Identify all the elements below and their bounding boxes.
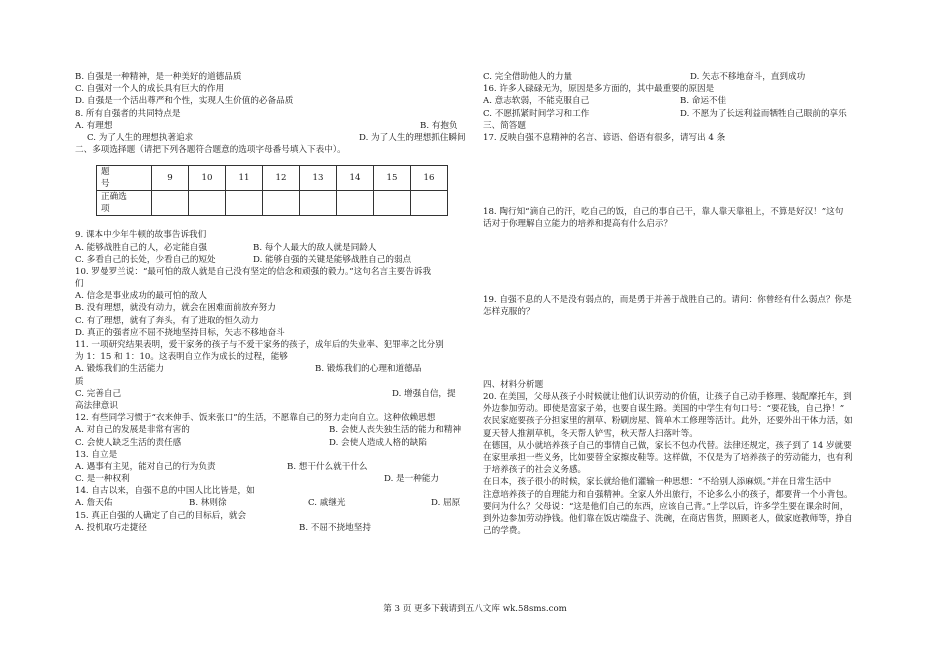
q11-options-row2 (75, 389, 470, 401)
answer-cell-10[interactable] (189, 191, 226, 216)
answer-cell-13[interactable] (300, 191, 337, 216)
answer-table (96, 165, 448, 216)
answer-cell-12[interactable] (263, 191, 300, 216)
q18-stem-line2: 话对于你理解自立能力的培养和提高有什么启示？ (483, 219, 673, 230)
q10-option-c: C. 有了理想，就有了奔头，有了进取的恒久动力 (75, 315, 259, 326)
right-column (483, 72, 880, 538)
answer-table-header-row (97, 166, 448, 191)
q20-line: 在德国，从小就培养孩子自己的事情自己做，家长不包办代替。法律还规定，孩子到了 14 岁就要 (483, 440, 852, 451)
q14-option-d: D. 屈原 (431, 498, 461, 509)
q13-option-d: D. 是一种能力 (384, 474, 440, 485)
q14-option-b: B. 林则徐 (189, 498, 227, 509)
q11-option-b-cont: 质 (75, 376, 84, 387)
q14-stem: 14. 自古以来，自强不息的中国人比比皆是，如 (75, 486, 255, 497)
section-3-heading: 三、简答题 (483, 120, 526, 131)
table-number-9: 9 (152, 166, 189, 191)
q12-options-row1 (75, 425, 470, 437)
answer-cell-9[interactable] (152, 191, 189, 216)
q19-stem-line1: 19. 自强不息的人不是没有弱点的，而是勇于并善于战胜自己的。请问：你曾经有什么弱点？你是 (483, 294, 852, 305)
q13-options-row1 (75, 462, 470, 474)
q9-option-c: C. 多看自己的长处，少看自己的短处 (75, 254, 216, 265)
q17-answer-space[interactable] (483, 145, 880, 207)
answer-table-answer-row (97, 191, 448, 216)
q19-answer-space[interactable] (483, 319, 880, 380)
q20-line: 外边参加劳动。即使是富家子弟，也要自谋生路。美国的中学生有句口号：“要花钱，自己挣！” (483, 404, 845, 415)
section-2-heading: 二、多项选择题（请把下列各题符合题意的选项字母番号填入下表中）。 (75, 145, 346, 156)
q20-material (483, 392, 880, 538)
answer-cell-14[interactable] (337, 191, 374, 216)
q11-option-c: C. 完善自己 (75, 388, 122, 399)
q18-answer-space[interactable] (483, 232, 880, 295)
q16-options-row2 (483, 109, 880, 121)
answer-label-line1: 正确选 (101, 192, 127, 203)
q13-options-row2 (75, 474, 470, 486)
q9-options-row2 (75, 255, 470, 267)
q10-option-a: A. 信念是事业成功的最可怕的敌人 (75, 291, 207, 302)
q16-option-d: D. 不愿为了长远利益而牺牲自己眼前的享乐 (680, 108, 847, 119)
left-column (75, 72, 470, 535)
answer-cell-15[interactable] (374, 191, 411, 216)
q8-option-b: B. 有抱负 (420, 120, 458, 131)
q15-option-b: B. 不屈不挠地坚持 (299, 522, 371, 533)
q9-options-row1 (75, 243, 470, 255)
table-number-12: 12 (263, 166, 300, 191)
q8-option-a: A. 有理想 (75, 120, 113, 131)
q15-options-row2 (483, 72, 880, 84)
q11-stem-line2: 为 1：15 和 1：10。这表明自立作为成长的过程，能够 (75, 352, 288, 363)
section-4-heading: 四、材料分析题 (483, 379, 544, 390)
q13-stem: 13. 自立是 (75, 449, 118, 460)
q15-stem: 15. 真正自强的人确定了自己的目标后，就会 (75, 510, 247, 521)
answer-cell-16[interactable] (411, 191, 448, 216)
q11-option-d: D. 增强自信，提 (392, 388, 456, 399)
table-number-13: 13 (300, 166, 337, 191)
header-label-line2: 号 (101, 179, 110, 190)
q13-option-a: A. 遇事有主见，能对自己的行为负责 (75, 461, 216, 472)
q14-options-row (75, 498, 470, 510)
q17-stem: 17. 反映自强不息精神的名言、谚语、俗语有很多，请写出 4 条 (483, 132, 726, 143)
q18-stem-line1: 18. 陶行知“滴自己的汗，吃自己的饭，自己的事自己干，靠人靠天靠祖上，不算是好汉！”这句 (483, 207, 844, 218)
page-footer: 第 3 页 更多下载请到五八文库 wk.58sms.com (383, 604, 567, 614)
q16-option-a: A. 意志软弱，不能克服自己 (483, 96, 590, 107)
q8-option-c: C. 为了人生的理想执著追求 (87, 132, 194, 143)
q13-option-b: B. 想干什么就干什么 (287, 461, 368, 472)
table-number-10: 10 (189, 166, 226, 191)
q8-stem: 8. 所有自强者的共同特点是 (75, 108, 181, 119)
table-number-15: 15 (374, 166, 411, 191)
q12-stem: 12. 有些同学习惯于“衣来伸手、饭来张口”的生活，不愿靠自己的努力走向自立。这种依赖思想 (75, 413, 436, 424)
q16-stem: 16. 许多人碌碌无为，原因是多方面的，其中最重要的原因是 (483, 84, 715, 95)
q11-stem-line1: 11. 一项研究结果表明，爱干家务的孩子与不爱干家务的孩子，成年后的失业率、犯罪率之比分别 (75, 340, 444, 350)
q20-line: 农民家庭要孩子分担家里的割草、粉刷房屋、简单木工修理等活计。此外，还要外出干体力活，如 (483, 416, 853, 427)
q7-option-d: D. 自强是一个活出尊严和个性，实现人生价值的必备品质 (75, 96, 294, 107)
header-label-line1: 题 (101, 167, 110, 178)
answer-label-line2: 项 (101, 204, 110, 215)
q11-option-b: B. 锻炼我们的心理和道德品 (315, 364, 422, 375)
q16-option-b: B. 命运不佳 (680, 96, 727, 107)
q16-option-c: C. 不愿抓紧时间学习和工作 (483, 108, 590, 119)
q19-stem-line2: 怎样克服的？ (483, 306, 535, 317)
q8-options-row2 (75, 133, 470, 145)
q13-option-c: C. 是一种权利 (75, 474, 130, 485)
q20-line: 夏天替人推割草机，冬天帮人铲雪，秋天帮人扫落叶等。 (483, 428, 698, 439)
q9-stem: 9. 课本中少年牛顿的故事告诉我们 (75, 230, 207, 241)
q12-options-row2 (75, 438, 470, 450)
table-number-16: 16 (411, 166, 448, 191)
q9-option-a: A. 能够战胜自己的人，必定能自强 (75, 242, 207, 253)
q9-option-d: D. 能够自强的关键是能够战胜自己的弱点 (253, 254, 412, 265)
q10-option-d: D. 真正的强者应不屈不挠地坚持目标，矢志不移地奋斗 (75, 327, 285, 338)
q20-line: 要问为什么？父母说：“这是他们自己的东西，应该自己背。”上学以后，许多学生要在课余时间， (483, 501, 849, 512)
q11-options-row1 (75, 364, 470, 376)
q7-option-c: C. 自强对一个人的成长具有巨大的作用 (75, 84, 225, 95)
q20-line: 于培养孩子的社会义务感。 (483, 465, 587, 476)
q12-option-d: D. 会使人造成人格的缺陷 (329, 437, 427, 448)
q12-option-a: A. 对自己的发展是非常有害的 (75, 425, 190, 436)
q12-option-c: C. 会使人缺乏生活的责任感 (75, 437, 182, 448)
q20-line: 在家里承担一些义务，比如要替全家擦皮鞋等。这样做，不仅是为了培养孩子的劳动能力，也有利 (483, 453, 853, 463)
q10-option-b: B. 没有理想，就没有动力，就会在困难面前放弃努力 (75, 303, 276, 314)
q8-options-row1 (75, 121, 470, 133)
q15-option-c: C. 完全借助他人的力量 (483, 72, 573, 82)
answer-cell-11[interactable] (226, 191, 263, 216)
q10-stem-line2: 们 (75, 279, 84, 290)
q12-option-b: B. 会使人丧失独生活的能力和精神 (329, 425, 462, 436)
q16-options-row1 (483, 96, 880, 108)
q8-option-d: D. 为了人生的理想抓住瞬间 (359, 132, 466, 143)
table-header-label (97, 166, 152, 191)
table-number-14: 14 (337, 166, 374, 191)
q20-line: 注意培养孩子的自理能力和自强精神。全家人外出旅行，不论多么小的孩子，都要背一个小背包。 (483, 489, 853, 500)
q15-option-a: A. 投机取巧走捷径 (75, 522, 147, 533)
q20-line: 在日本，孩子很小的时候，家长就给他们灌输一种思想：“不给别人添麻烦。”并在日常生活中 (483, 477, 832, 488)
table-number-11: 11 (226, 166, 263, 191)
q20-line: 到外边参加劳动挣钱。他们靠在饭店端盘子、洗碗，在商店售货，照顾老人，做家庭教师等，挣自 (483, 513, 853, 524)
q20-line: 20. 在美国，父母从孩子小时候就让他们认识劳动的价值，让孩子自己动手修理、装配摩托车，到 (483, 392, 852, 403)
q9-option-b: B. 每个人最大的敌人就是同龄人 (253, 242, 377, 253)
table-answer-label (97, 191, 152, 216)
q11-option-d-cont: 高法律意识 (75, 400, 118, 411)
q10-stem-line1: 10. 罗曼罗兰说：“最可怕的敌人就是自己没有坚定的信念和顽强的毅力。”这句名言主要告诉我 (75, 266, 432, 277)
q20-line: 己的学费。 (483, 526, 526, 537)
q14-option-a: A. 詹天佑 (75, 498, 113, 509)
q11-option-a: A. 锻炼我们的生活能力 (75, 364, 165, 375)
q15-option-d: D. 矢志不移地奋斗，直到成功 (690, 72, 806, 82)
q15-options-row1 (75, 523, 470, 535)
q14-option-c: C. 戚继光 (308, 498, 346, 509)
q7-option-b: B. 自强是一种精神，是一种美好的道德品质 (75, 72, 242, 82)
